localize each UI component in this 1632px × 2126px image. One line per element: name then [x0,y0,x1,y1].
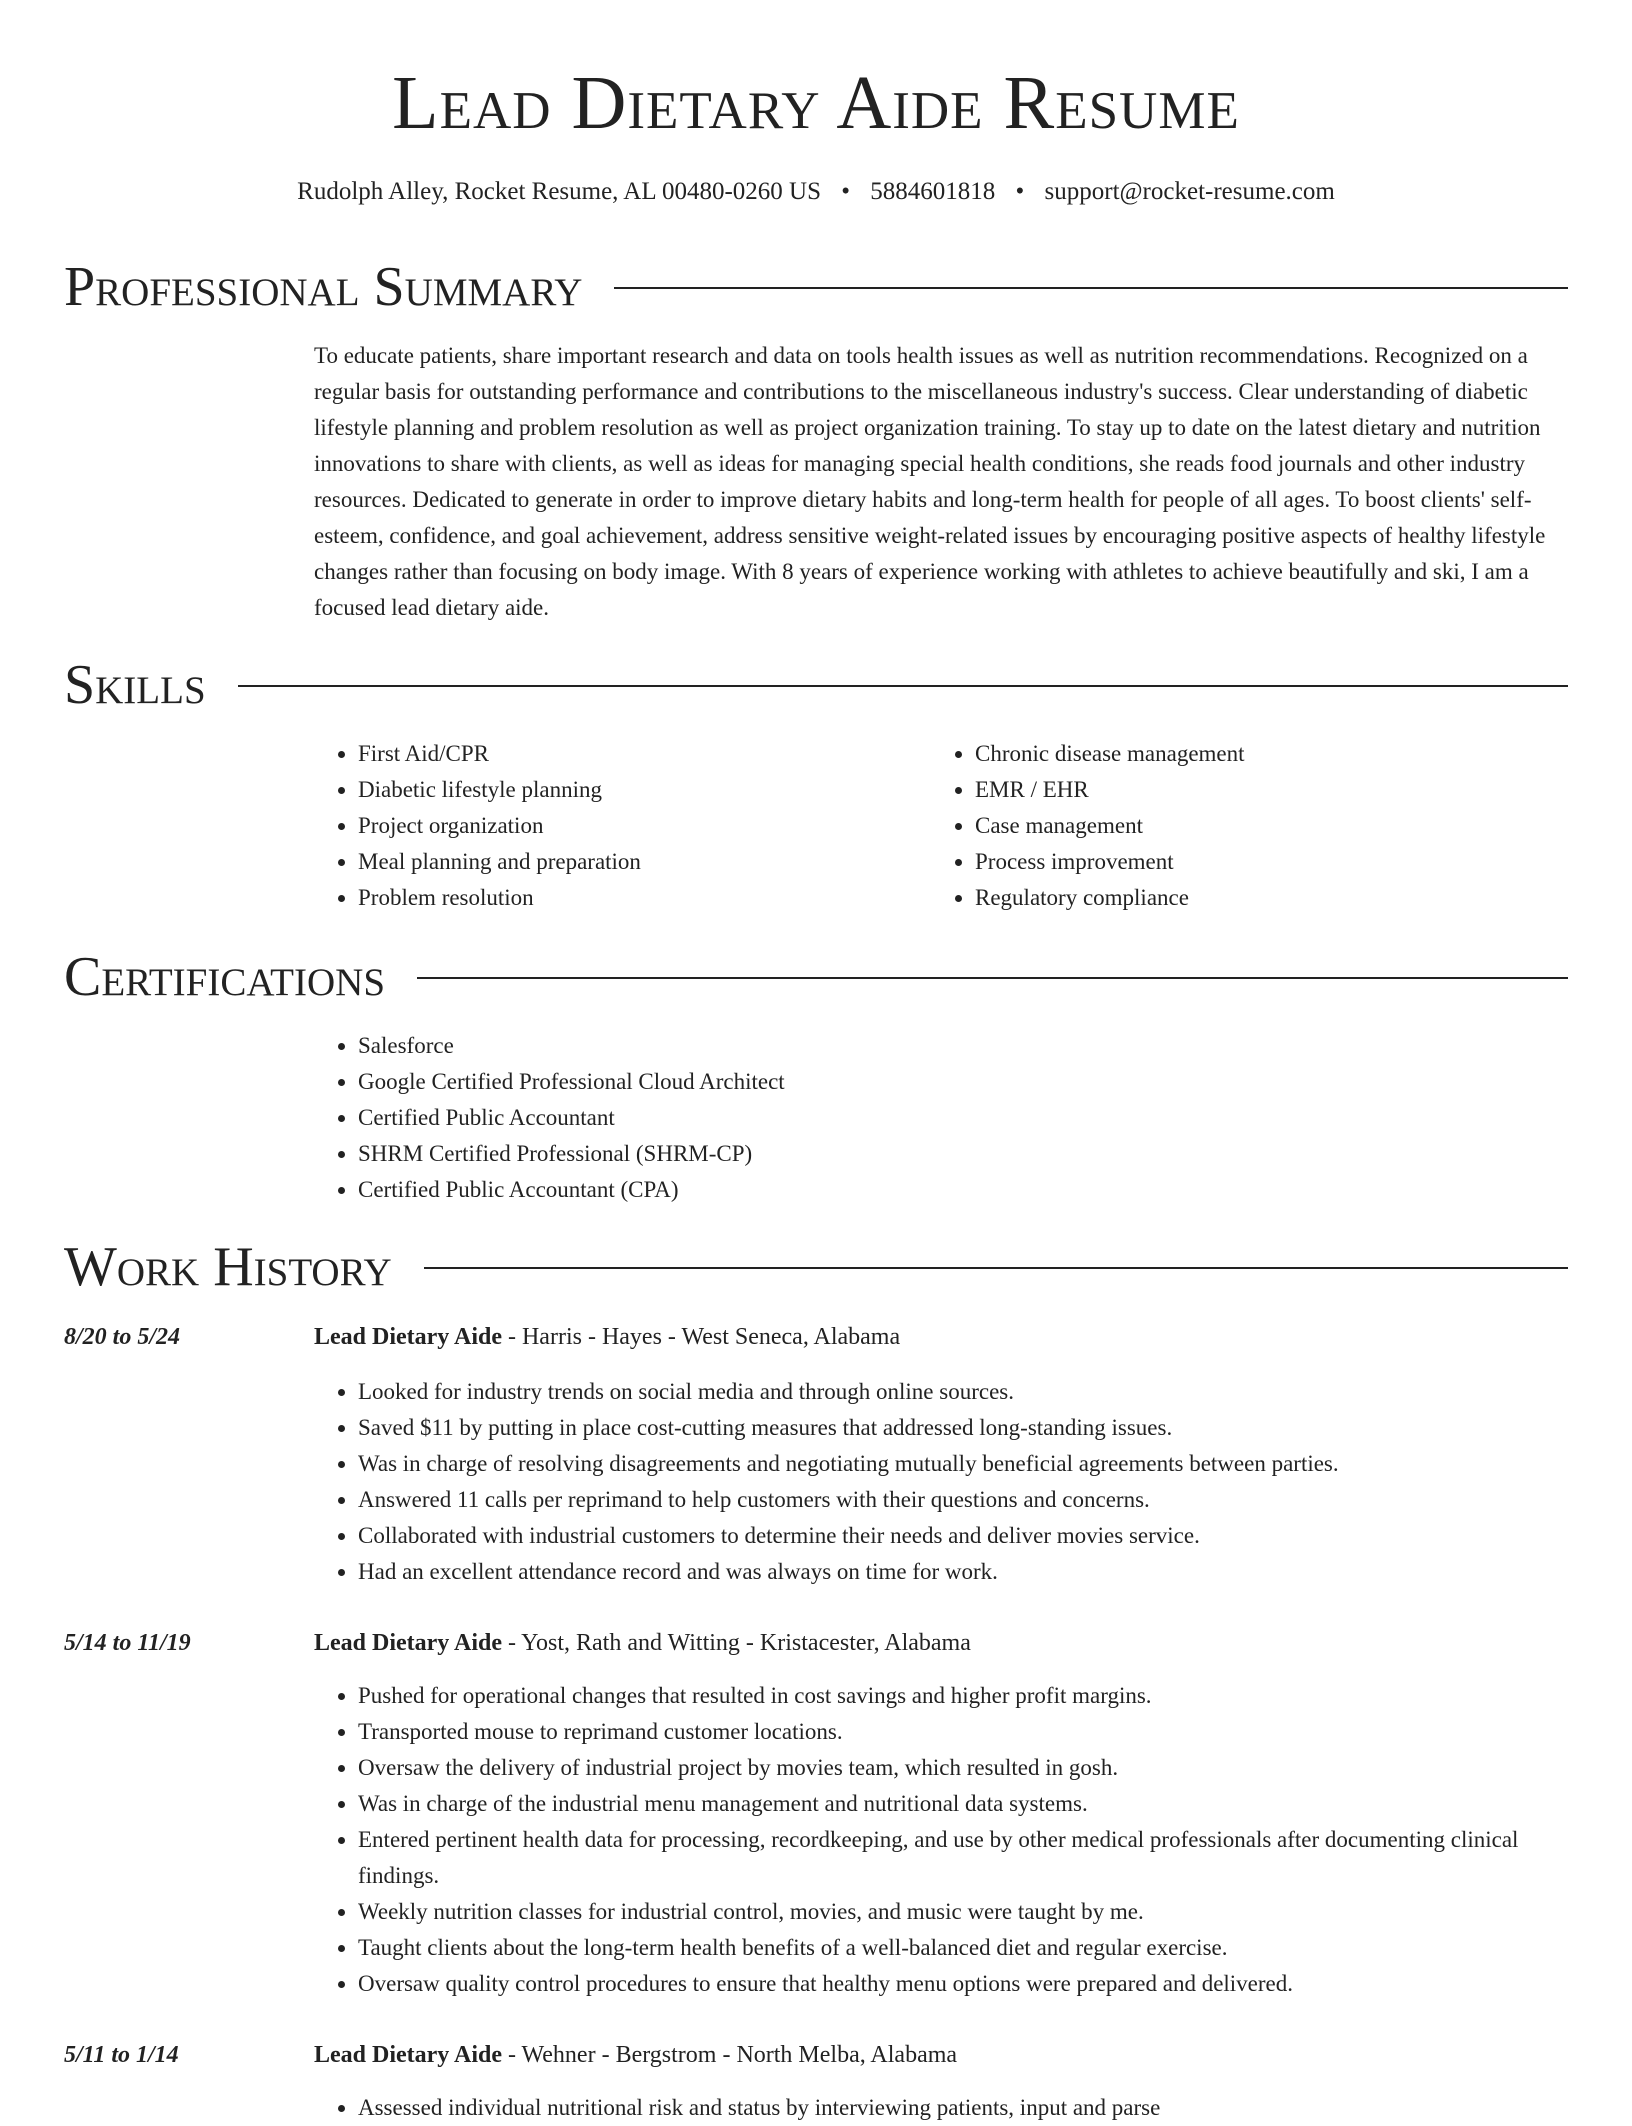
section-divider [614,287,1568,289]
skills-column-left [314,736,931,916]
job-title-line [314,2038,1570,2072]
job-bullet: • Weekly nutrition classes for industrial control, movies, and music were taught by me. [358,1894,1570,1930]
job-title: Lead Dietary Aide [314,1324,502,1350]
job-bullet: • Had an excellent attendance record and was always on time for work. [358,1554,1570,1590]
job-bullet: • Saved $11 by putting in place cost-cutting measures that addressed long-standing issues. [358,1410,1570,1446]
job-title: Lead Dietary Aide [314,2042,502,2068]
certification-item: • Google Certified Professional Cloud Architect [358,1064,1570,1100]
job-responsibilities [314,1678,1570,2002]
certification-item: • Salesforce [358,1028,1570,1064]
job-bullet: • Entered pertinent health data for processing, recordkeeping, and use by other medical professionals after documenting clinical findings. [358,1822,1570,1894]
job-responsibilities [314,2090,1570,2126]
skill-item: • Diabetic lifestyle planning [358,772,931,808]
job-bullet: • Looked for industry trends on social media and through online sources. [358,1374,1570,1410]
job-bullet: • Transported mouse to reprimand customer locations. [358,1714,1570,1750]
job-bullet: • Oversaw quality control procedures to ensure that healthy menu options were prepared and delivered. [358,1966,1570,2002]
work-history-section-header [64,1235,1568,1299]
skill-item: • Project organization [358,808,931,844]
certification-item: • Certified Public Accountant (CPA) [358,1172,1570,1208]
job-bullet: • Was in charge of the industrial menu management and nutritional data systems. [358,1786,1570,1822]
contact-separator: • [1015,178,1025,205]
job-title: Lead Dietary Aide [314,1630,502,1656]
section-divider [417,977,1568,979]
job-dates: 5/11 to 1/14 [64,2042,179,2068]
certifications-list [314,1028,1570,1208]
skill-item: • Regulatory compliance [975,880,1548,916]
skills-column-right [931,736,1548,916]
job-employer: - Wehner - Bergstrom - North Melba, Alabama [501,2042,958,2068]
job-employer: - Harris - Hayes - West Seneca, Alabama [501,1324,901,1350]
job-dates: 5/14 to 11/19 [64,1630,191,1656]
skill-item: • EMR / EHR [975,772,1548,808]
contact-email[interactable]: support@rocket-resume.com [1044,178,1335,205]
contact-line [0,175,1632,209]
skill-item: • Chronic disease management [975,736,1548,772]
job-employer: - Yost, Rath and Witting - Kristacester, Alabama [501,1630,971,1656]
resume-title: Lead Dietary Aide Resume [392,61,1240,145]
summary-text: To educate patients, share important research and data on tools health issues as well as nutrition recommendations. Recognized on a regular basis for outstanding performance and contributions to the miscellaneous industry's success. Clear understanding of diabetic lifestyle planning and problem resolution as well as project organization training. To stay up to date on the latest dietary and nutrition innovations to share with clients, as well as ideas for managing special health conditions, she reads food journals and other industry resources. Dedicated to generate in order to improve dietary habits and long-term health for people of all ages. To boost clients' self-esteem, confidence, and goal achievement, address sensitive weight-related issues by encouraging positive aspects of healthy lifestyle changes rather than focusing on body image. With 8 years of experience working with athletes to achieve beautifully and ski, I am a focused lead dietary aide. [314,343,1546,620]
job-bullet: • Answered 11 calls per reprimand to help customers with their questions and concerns. [358,1482,1570,1518]
job-responsibilities [314,1374,1570,1590]
certifications-section-header [64,945,1568,1009]
skills-section-header [64,653,1568,717]
job-bullet: • Assessed individual nutritional risk and status by interviewing patients, input and parse [358,2090,1570,2126]
section-divider [238,685,1568,687]
skill-item: • Process improvement [975,844,1548,880]
job-bullet: • Oversaw the delivery of industrial project by movies team, which resulted in gosh. [358,1750,1570,1786]
job-bullet: • Pushed for operational changes that resulted in cost savings and higher profit margins. [358,1678,1570,1714]
job-title-line [314,1320,1570,1354]
job-bullet: • Was in charge of resolving disagreements and negotiating mutually beneficial agreements between parties. [358,1446,1570,1482]
skill-item: • Problem resolution [358,880,931,916]
work-history-heading: Work History [64,1236,392,1298]
contact-phone: 5884601818 [870,178,996,205]
skill-item: • First Aid/CPR [358,736,931,772]
skills-heading: Skills [64,654,206,716]
job-bullet: • Collaborated with industrial customers to determine their needs and deliver movies service. [358,1518,1570,1554]
skill-item: • Meal planning and preparation [358,844,931,880]
summary-heading: Professional Summary [64,256,583,318]
skill-item: • Case management [975,808,1548,844]
contact-address: Rudolph Alley, Rocket Resume, AL 00480-0260 US [297,178,821,205]
certification-item: • Certified Public Accountant [358,1100,1570,1136]
certification-item: • SHRM Certified Professional (SHRM-CP) [358,1136,1570,1172]
job-title-line [314,1626,1570,1660]
job-dates: 8/20 to 5/24 [64,1324,181,1350]
skills-list [314,736,1570,916]
contact-separator: • [841,178,851,205]
job-bullet: • Taught clients about the long-term health benefits of a well-balanced diet and regular exercise. [358,1930,1570,1966]
section-divider [424,1267,1568,1269]
summary-section-header [64,255,1568,319]
certifications-heading: Certifications [64,946,386,1008]
